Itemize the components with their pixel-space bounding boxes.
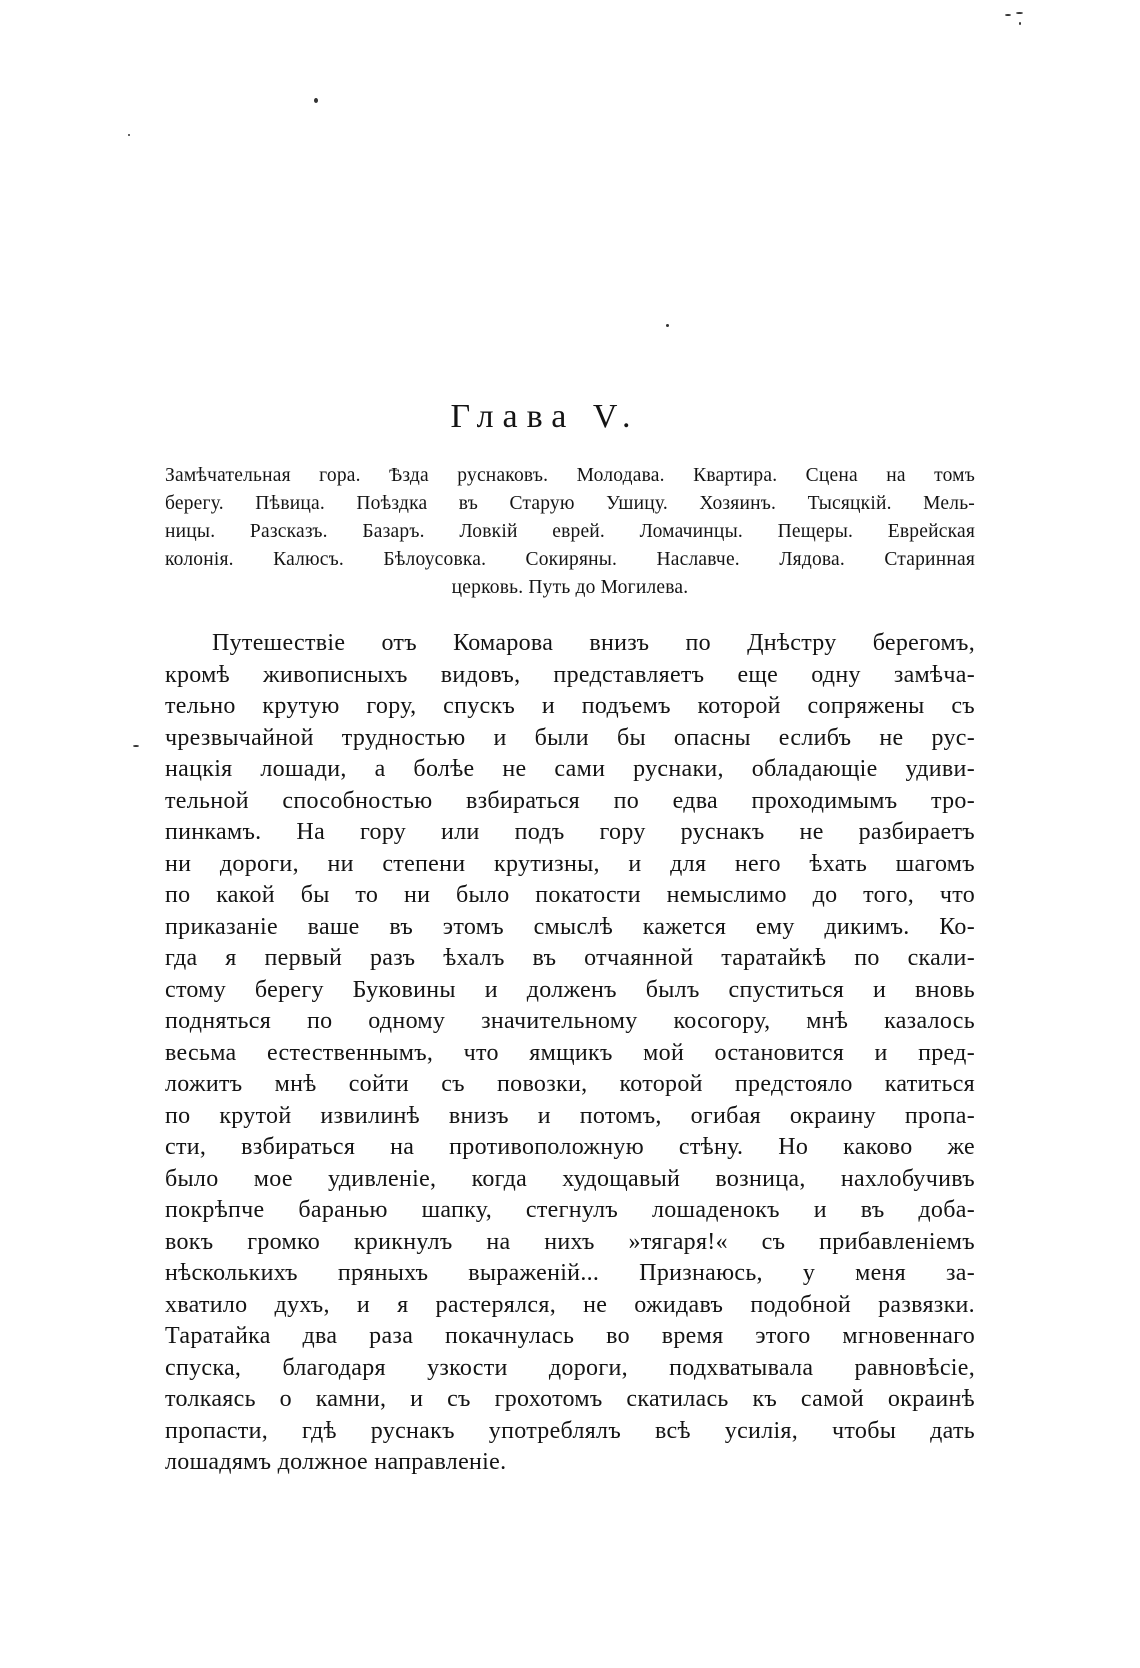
body-line: кромѣ живописныхъ видовъ, представляетъ еще одну замѣча- (165, 661, 975, 688)
body-line: чрезвычайной трудностью и были бы опасны еслибъ не рус- (165, 724, 975, 751)
body-line: нацкія лошади, а болѣе не сами руснаки, обладающіе удиви- (165, 756, 975, 782)
summary-line: колонія. Калюсъ. Бѣлоусовка. Сокиряны. Наславче. Лядова. Старинная (165, 549, 975, 570)
chapter-summary (165, 462, 975, 602)
body-line: весьма естественнымъ, что ямщикъ мой остановится и пред- (165, 1039, 975, 1066)
body-line: гда я первый разъ ѣхалъ въ отчаянной таратайкѣ по скали- (165, 945, 975, 971)
scan-speck (1005, 14, 1011, 16)
body-line: тельной способностью взбираться по едва проходимымъ тро- (165, 787, 975, 814)
body-line: Путешествіе отъ Комарова внизъ по Днѣстру берегомъ, (212, 630, 975, 656)
body-line: вокъ громко крикнулъ на нихъ »тягаря!« съ прибавленіемъ (165, 1228, 975, 1255)
body-line: хватило духъ, и я растерялся, не ожидавъ подобной развязки. (165, 1291, 975, 1318)
scan-speck (666, 324, 669, 327)
body-line: тельно крутую гору, спускъ и подъемъ которой сопряжены съ (165, 693, 975, 719)
body-line: спуска, благодаря узкости дороги, подхватывала равновѣсіе, (165, 1354, 975, 1381)
scan-speck (1019, 22, 1021, 25)
scan-speck (314, 98, 318, 103)
body-line: приказаніе ваше въ этомъ смыслѣ кажется ему дикимъ. Ко- (165, 913, 975, 940)
body-paragraph (165, 628, 975, 1479)
body-line: пропасти, гдѣ руснакъ употреблялъ всѣ усилія, чтобы дать (165, 1417, 975, 1444)
scan-speck (128, 134, 130, 136)
body-line: ложитъ мнѣ сойти съ повозки, которой предстояло катиться (165, 1071, 975, 1097)
body-line: подняться по одному значительному косогору, мнѣ казалось (165, 1008, 975, 1034)
summary-line: ницы. Разсказъ. Базаръ. Ловкій еврей. Ломачинцы. Пещеры. Еврейская (165, 521, 975, 542)
summary-line: берегу. Пѣвица. Поѣздка въ Старую Ушицу. Хозяинъ. Тысяцкій. Мель- (165, 493, 975, 514)
body-line: покрѣпче баранью шапку, стегнулъ лошаденокъ и въ доба- (165, 1197, 975, 1223)
body-line: по крутой извилинѣ внизъ и потомъ, огибая окраину пропа- (165, 1102, 975, 1129)
body-line: сти, взбираться на противоположную стѣну. Но каково же (165, 1134, 975, 1160)
summary-line: Замѣчательная гора. Ѣзда руснаковъ. Молодава. Квартира. Сцена на томъ (165, 465, 975, 486)
scan-speck (133, 745, 139, 747)
body-line: стому берегу Буковины и долженъ былъ спуститься и вновь (165, 976, 975, 1003)
body-line: по какой бы то ни было покатости немыслимо до того, что (165, 882, 975, 908)
body-line: нѣсколькихъ пряныхъ выраженій... Признаюсь, у меня за- (165, 1260, 975, 1286)
summary-line: церковь. Путь до Могилева. (451, 577, 689, 598)
scan-speck (1016, 12, 1023, 14)
body-line: пинкамъ. На гору или подъ гору руснакъ не разбираетъ (165, 819, 975, 845)
body-line: ни дороги, ни степени крутизны, и для него ѣхать шагомъ (165, 850, 975, 877)
body-line: толкаясь о камни, и съ грохотомъ скатилась къ самой окраинѣ (165, 1386, 975, 1412)
chapter-title: Глава V. (450, 398, 640, 435)
body-line: лошадямъ должное направленіе. (165, 1449, 507, 1475)
body-line: Таратайка два раза покачнулась во время этого мгновеннаго (165, 1323, 975, 1349)
body-line: было мое удивленіе, когда худощавый возница, нахлобучивъ (165, 1165, 975, 1192)
